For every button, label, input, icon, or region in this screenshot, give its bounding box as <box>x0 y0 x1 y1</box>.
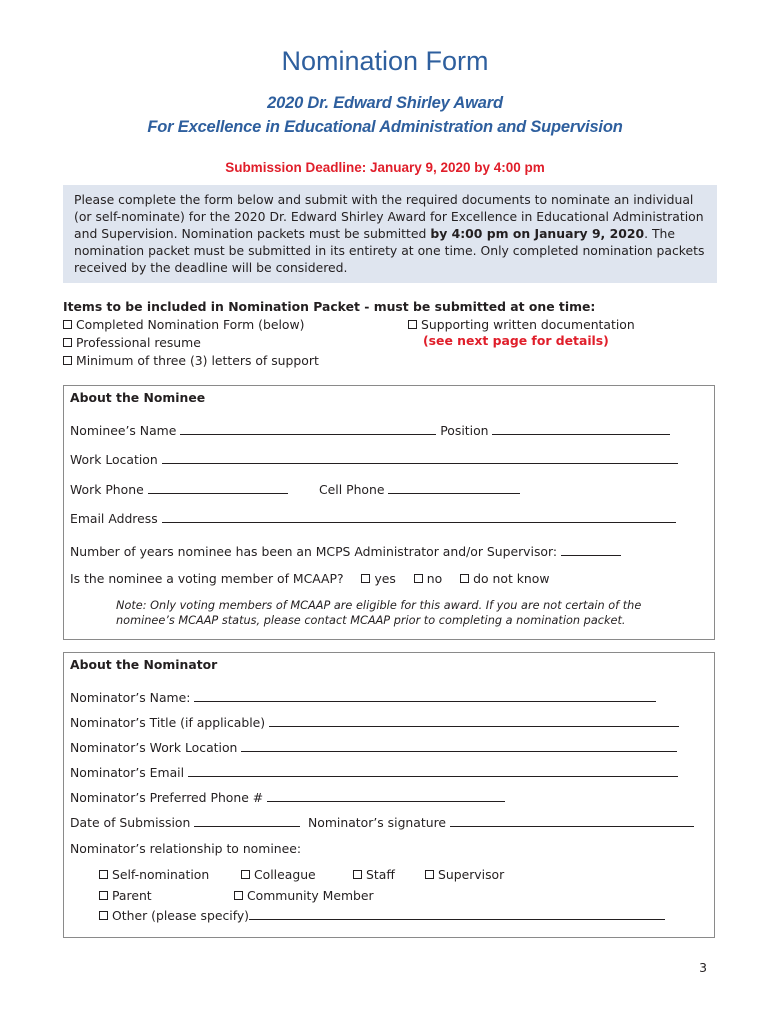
relationship-other[interactable] <box>99 908 665 923</box>
award-subtitle: For Excellence in Educational Administration and Supervision <box>147 118 623 136</box>
nominee-work-phone-label: Work Phone <box>70 482 144 497</box>
nominee-work-location-label: Work Location <box>70 452 158 467</box>
relationship-parent[interactable] <box>99 888 152 903</box>
checkbox-icon[interactable] <box>408 320 417 329</box>
nominee-name-label: Nominee’s Name <box>70 423 177 438</box>
nominator-title-label: Nominator’s Title (if applicable) <box>70 715 266 730</box>
nominee-cell-phone-row <box>319 482 520 497</box>
nominee-years-field[interactable] <box>561 544 621 556</box>
nominee-name-row <box>70 423 670 438</box>
submission-date-label: Date of Submission <box>70 815 191 830</box>
packet-item-label: Professional resume <box>76 335 201 350</box>
checkbox-no[interactable] <box>414 574 423 583</box>
award-name: 2020 Dr. Edward Shirley Award <box>267 94 503 112</box>
relationship-community[interactable] <box>234 888 374 903</box>
nominator-email-field[interactable] <box>188 765 678 777</box>
form-title: Nomination Form <box>281 46 489 76</box>
nominator-phone-row <box>70 790 505 805</box>
relationship-staff[interactable] <box>353 867 395 882</box>
relationship-option-label: Colleague <box>254 867 316 882</box>
relationship-option-label: Self-nomination <box>112 867 210 882</box>
checkbox-yes[interactable] <box>361 574 370 583</box>
checkbox-do-not-know[interactable] <box>460 574 469 583</box>
packet-item-documentation[interactable] <box>408 317 635 332</box>
checkbox-icon[interactable] <box>63 320 72 329</box>
checkbox-icon[interactable] <box>241 870 250 879</box>
voting-eligibility-note: Note: Only voting members of MCAAP are eligible for this award. If you are not certain of the nominee’s MCAAP status, please contact MCAAP prior to completing a nomination packet. <box>116 599 642 627</box>
submission-date-row <box>70 815 300 830</box>
nominee-cell-phone-field[interactable] <box>388 482 520 494</box>
packet-item-letters[interactable] <box>63 353 319 368</box>
checkbox-icon[interactable] <box>63 338 72 347</box>
nominee-work-phone-row <box>70 482 288 497</box>
nominee-cell-phone-label: Cell Phone <box>319 482 385 497</box>
checkbox-icon[interactable] <box>99 891 108 900</box>
nominator-work-location-row <box>70 740 677 755</box>
option-do-not-know-label: do not know <box>473 571 550 586</box>
packet-item-label: Supporting written documentation <box>421 317 635 332</box>
nominee-heading: About the Nominee <box>70 390 206 405</box>
checkbox-icon[interactable] <box>99 911 108 920</box>
relationship-option-label: Staff <box>366 867 395 882</box>
checkbox-icon[interactable] <box>353 870 362 879</box>
nominee-email-label: Email Address <box>70 511 158 526</box>
relationship-option-label: Community Member <box>247 888 374 903</box>
packet-item-label: Completed Nomination Form (below) <box>76 317 305 332</box>
packet-item-resume[interactable] <box>63 335 201 350</box>
nominator-work-location-field[interactable] <box>241 740 677 752</box>
instructions-text-1: Please complete the form below and submit with the required documents to nominate an individual (or self-nominate) for the 2020 Dr. Edward Shirley Award for Excellence in Educational Administration and Supervision. Nomination packets must be submitted <box>74 192 704 241</box>
nominee-position-field[interactable] <box>492 423 670 435</box>
relationship-label: Nominator’s relationship to nominee: <box>70 841 302 856</box>
nominator-heading: About the Nominator <box>70 657 218 672</box>
instructions-box <box>63 185 717 283</box>
submission-date-field[interactable] <box>194 815 300 827</box>
relationship-option-label: Parent <box>112 888 152 903</box>
nominee-section <box>63 385 715 640</box>
nominee-email-field[interactable] <box>162 511 676 523</box>
checkbox-icon[interactable] <box>63 356 72 365</box>
packet-item-documentation-note: (see next page for details) <box>423 333 609 348</box>
nominee-work-phone-field[interactable] <box>148 482 288 494</box>
nominator-name-row <box>70 690 656 705</box>
relationship-option-label: Supervisor <box>438 867 505 882</box>
nominee-voting-label: Is the nominee a voting member of MCAAP? <box>70 571 344 586</box>
nominator-name-field[interactable] <box>194 690 656 702</box>
nominee-email-row <box>70 511 676 526</box>
nominator-phone-label: Nominator’s Preferred Phone # <box>70 790 264 805</box>
nominee-position-label: Position <box>440 423 489 438</box>
relationship-other-field[interactable] <box>249 908 665 920</box>
instructions-text-2: . The nomination packet must be submitted in its entirety at one time. Only completed nomination packets received by the deadline will be considered. <box>74 226 705 275</box>
checkbox-icon[interactable] <box>425 870 434 879</box>
nominee-voting-row <box>70 571 550 586</box>
nominee-work-location-field[interactable] <box>162 452 678 464</box>
nominee-years-row <box>70 544 621 559</box>
nominator-email-label: Nominator’s Email <box>70 765 185 780</box>
relationship-self[interactable] <box>99 867 209 882</box>
nominator-phone-field[interactable] <box>267 790 505 802</box>
nominator-title-field[interactable] <box>269 715 679 727</box>
relationship-supervisor[interactable] <box>425 867 504 882</box>
nominator-email-row <box>70 765 678 780</box>
relationship-colleague[interactable] <box>241 867 316 882</box>
nominator-signature-field[interactable] <box>450 815 694 827</box>
nominator-work-location-label: Nominator’s Work Location <box>70 740 238 755</box>
option-yes-label: yes <box>374 571 396 586</box>
checkbox-icon[interactable] <box>234 891 243 900</box>
nominator-section <box>63 652 715 938</box>
nominator-signature-row <box>308 815 694 830</box>
option-no-label: no <box>426 571 443 586</box>
nominator-signature-label: Nominator’s signature <box>308 815 447 830</box>
nominator-name-label: Nominator’s Name: <box>70 690 191 705</box>
submission-deadline: Submission Deadline: January 9, 2020 by 4:00 pm <box>225 160 545 175</box>
nominee-name-field[interactable] <box>180 423 436 435</box>
instructions-deadline-bold: by 4:00 pm on January 9, 2020 <box>430 226 645 241</box>
page-number: 3 <box>699 960 707 975</box>
checkbox-icon[interactable] <box>99 870 108 879</box>
nominator-title-row <box>70 715 679 730</box>
packet-item-label: Minimum of three (3) letters of support <box>76 353 319 368</box>
relationship-option-label: Other (please specify) <box>112 908 250 923</box>
packet-item-form[interactable] <box>63 317 304 332</box>
packet-items-heading: Items to be included in Nomination Packet - must be submitted at one time: <box>63 299 596 314</box>
nominee-years-label: Number of years nominee has been an MCPS Administrator and/or Supervisor: <box>70 544 558 559</box>
nominee-work-location-row <box>70 452 678 467</box>
